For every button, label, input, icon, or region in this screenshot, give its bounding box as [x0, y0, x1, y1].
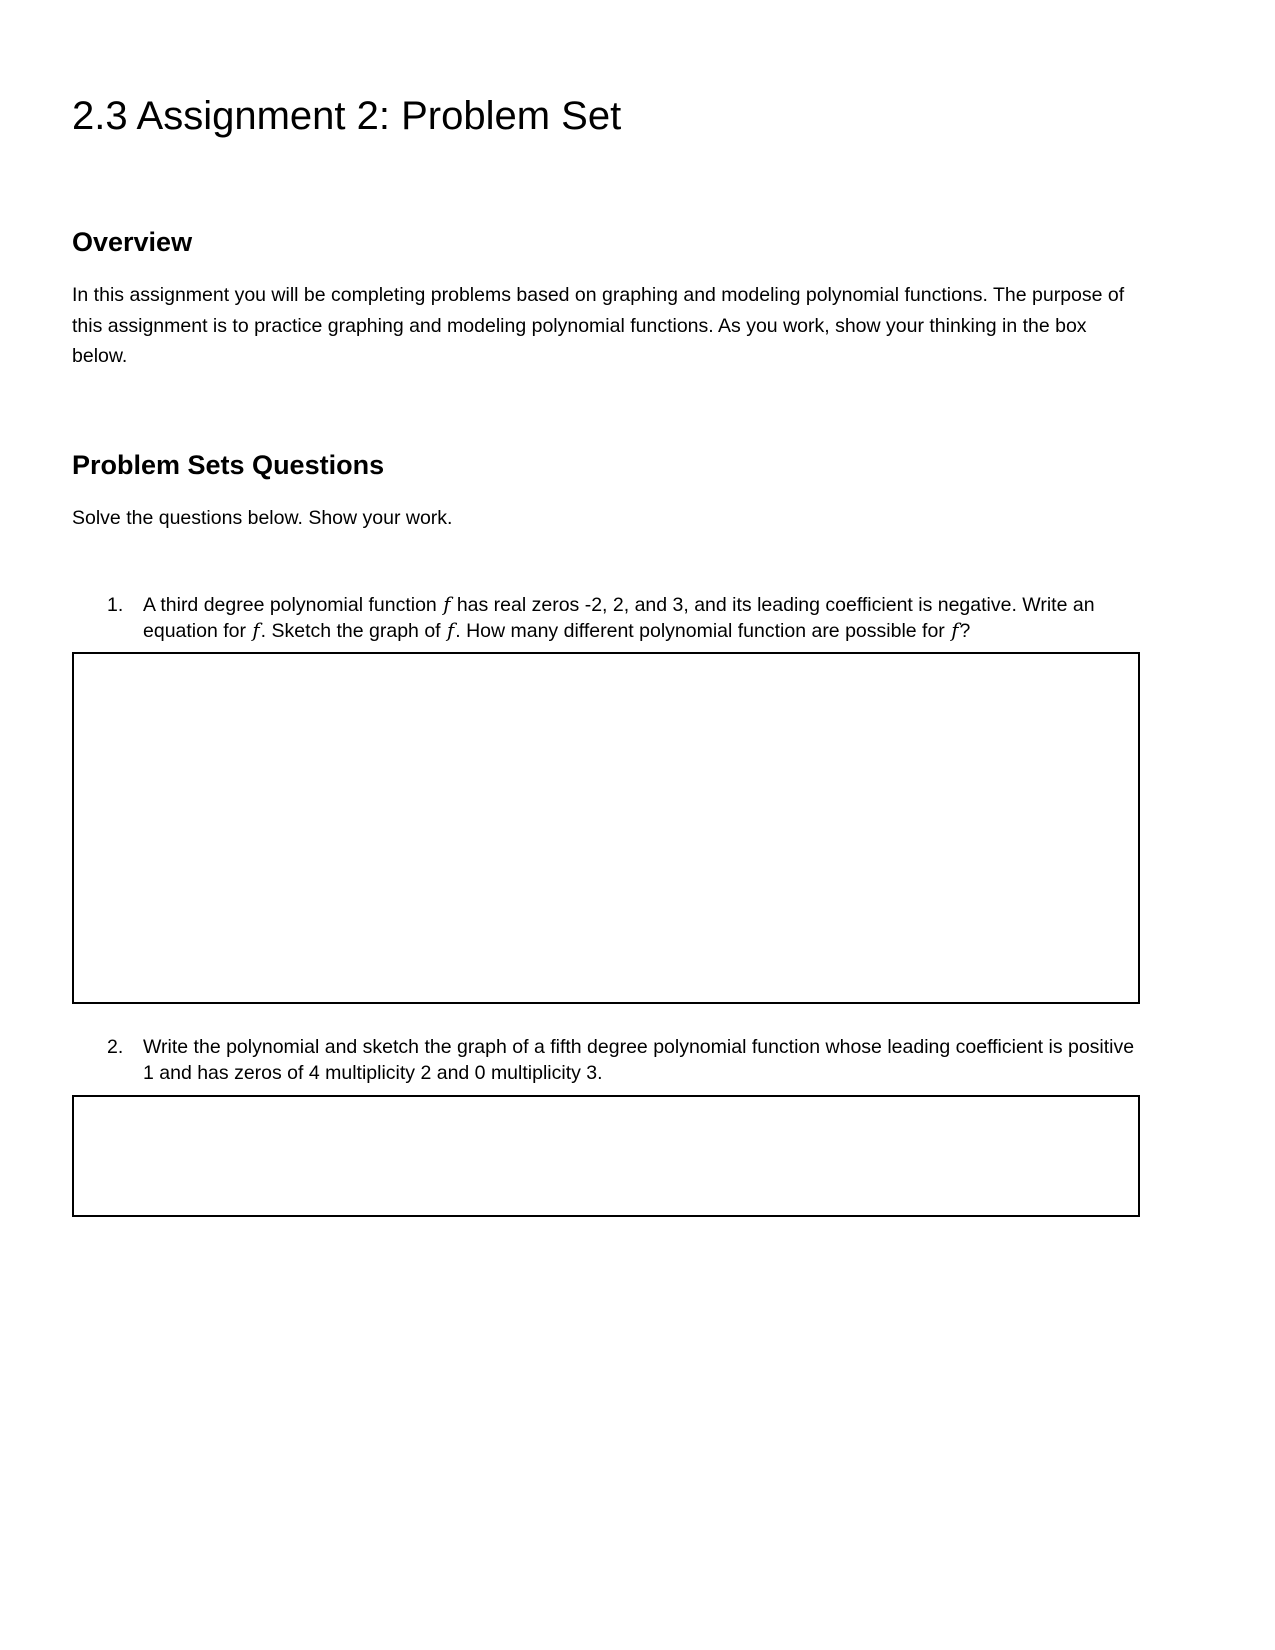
- question-2-segment: Write the polynomial and sketch the graph of a fifth degree polynomial function whose leading coefficient is positive 1 and has zeros of 4 multiplicity 2 and 0 multiplicity 3.: [143, 1035, 1135, 1085]
- problem-sets-instructions: Solve the questions below. Show your work.: [72, 507, 453, 530]
- question-1-segment: A third degree polynomial function: [143, 593, 443, 616]
- answer-box-question-2[interactable]: [72, 1095, 1140, 1217]
- question-1-segment: . How many different polynomial function are possible for: [455, 620, 951, 643]
- problem-sets-heading: Problem Sets Questions: [72, 450, 385, 481]
- math-f-symbol: f: [951, 619, 959, 643]
- question-2: [107, 1034, 1140, 1087]
- question-1-text: [143, 592, 1140, 645]
- question-1-number: 1.: [107, 593, 124, 616]
- question-1-segment: ?: [959, 620, 971, 643]
- math-f-symbol: f: [447, 619, 455, 643]
- overview-heading: Overview: [72, 227, 193, 257]
- math-f-symbol: f: [252, 619, 260, 643]
- overview-paragraph: In this assignment you will be completing problems based on graphing and modeling polynomial functions. The purpose of this assignment is to practice graphing and modeling polynomial functions. As you work, show your thinking in the box below.: [72, 284, 1125, 367]
- question-1-segment: . Sketch the graph of: [260, 620, 447, 643]
- question-1: [107, 592, 1140, 645]
- question-1-segment: has real zeros -2, 2, and 3, and its leading coefficient is negative. Write an equation for: [143, 593, 1095, 643]
- question-2-text: [143, 1034, 1140, 1087]
- document-title: 2.3 Assignment 2: Problem Set: [72, 94, 622, 138]
- question-2-number: 2.: [107, 1035, 124, 1058]
- math-f-symbol: f: [443, 592, 451, 616]
- answer-box-question-1[interactable]: [72, 652, 1140, 1004]
